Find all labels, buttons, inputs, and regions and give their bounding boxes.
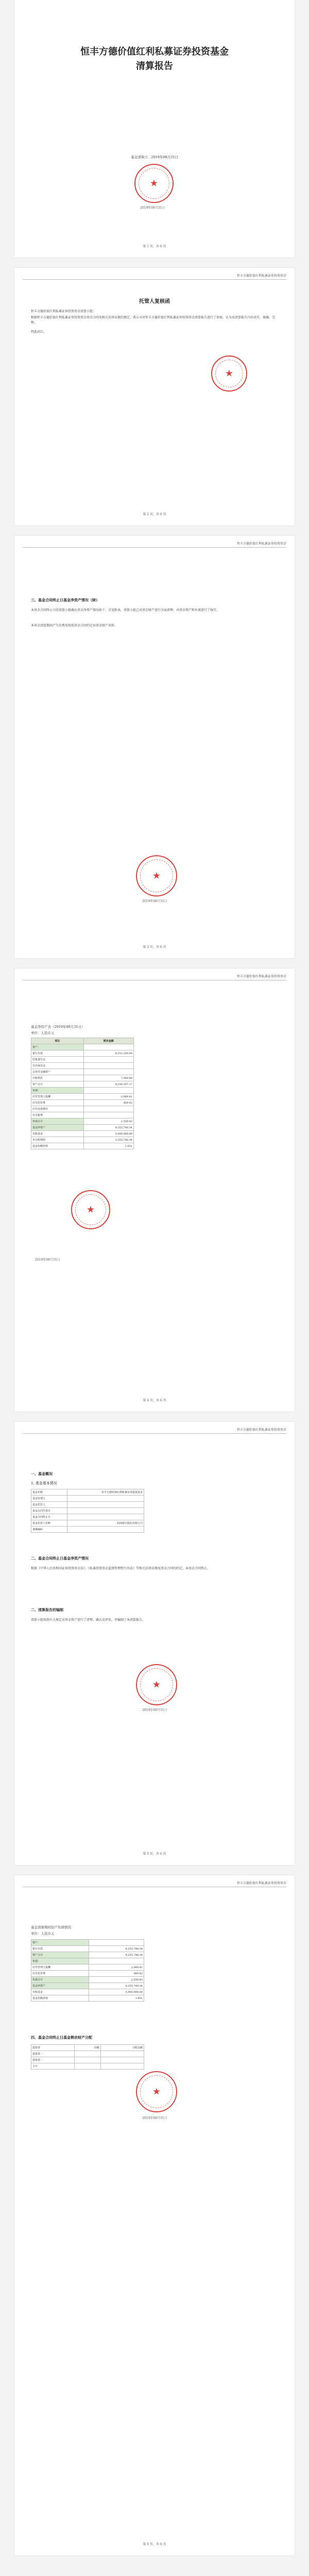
table-row <box>31 1971 144 1977</box>
cell-label: 实收基金 <box>31 1131 84 1137</box>
page-number: 第 1 页，共 6 页 <box>143 245 166 248</box>
cell-label: 备案编码 <box>31 1527 67 1533</box>
official-seal <box>71 1190 110 1229</box>
table-row <box>31 1977 144 1983</box>
page-number: 第 3 页，共 6 页 <box>143 945 166 949</box>
cell-value: 2,089.41 <box>89 1964 144 1971</box>
table-row <box>31 2045 144 2051</box>
table-row <box>31 1118 134 1125</box>
fund-info-table <box>31 1489 144 1533</box>
subsection-heading: 1. 基金基本情况 <box>31 1481 57 1485</box>
table-row <box>31 1075 134 1081</box>
cell-label: 基金净资产 <box>31 1983 89 1989</box>
official-seal <box>136 2071 177 2112</box>
cell-value <box>67 1527 144 1533</box>
table-row <box>31 1044 134 1050</box>
cell-label: 资产： <box>31 1940 89 1946</box>
paragraph-2: 本基金清算期间产生的费用按照基金合同约定由基金财产承担。 <box>31 624 118 628</box>
cell-value: 5,000,000.00 <box>83 1131 133 1137</box>
cell-value: 8,251,258.69 <box>83 1050 133 1057</box>
section-heading: 三、基金合同终止日基金净资产情况（续） <box>31 598 99 602</box>
cell-value: 8,255,748.34 <box>89 1983 144 1989</box>
table-caption: 基金清算期间资产负债情况 <box>31 1925 71 1929</box>
seal-star-icon: ★ <box>225 368 234 379</box>
cell-value: 5,000,000.00 <box>89 1989 144 1995</box>
doc-title-line1: 恒丰方德价值红利私募证券投资基金 <box>80 46 229 57</box>
cell-label: 交易性金融资产 <box>31 1069 84 1075</box>
table-row <box>31 2063 144 2070</box>
table-row <box>31 1983 144 1989</box>
header-org: 恒丰方德价值红利私募证券投资基金 <box>236 542 286 546</box>
cell-value: 1.651 <box>89 1995 144 2002</box>
paragraph-a: 根据《中华人民共和国证券投资基金法》、《私募投资基金监督管理暂行办法》等相关法律法规及基金合同的约定，本基金合同终止。 <box>31 1567 211 1570</box>
cell-label: 基金合同生效日 <box>31 1508 67 1514</box>
cell-value: 2,089.41 <box>83 1094 133 1100</box>
cell-value: 8,258,307.17 <box>83 1081 133 1088</box>
cell-label: 投资者一 <box>31 2051 75 2057</box>
table-row <box>31 1508 144 1514</box>
cell-value: 469.42 <box>83 1100 133 1106</box>
table-row <box>31 2051 144 2057</box>
seal-star-icon: ★ <box>149 178 159 189</box>
cell-label: 基金名称 <box>31 1489 67 1496</box>
table-row <box>31 1050 134 1057</box>
table-row <box>31 1946 144 1952</box>
cell-value <box>83 1044 133 1050</box>
cell-label: 存出保证金 <box>31 1063 84 1069</box>
cell-label: 合计 <box>31 2063 75 2070</box>
cell-label: 未分配利润 <box>31 1137 84 1143</box>
cell-value <box>67 1514 144 1520</box>
cell-label: 实收基金 <box>31 1989 89 1995</box>
col-header-item: 项目 <box>31 1038 84 1044</box>
cell-value: 469.42 <box>89 1971 144 1977</box>
page-4 <box>14 969 295 1412</box>
cell-label: 资产总计 <box>31 1081 84 1088</box>
cell-label: 应收利息 <box>31 1075 84 1081</box>
report-date: 基金清算日：2019年08月31日 <box>131 155 178 159</box>
cell-value <box>100 2063 144 2070</box>
table-row <box>31 1137 134 1143</box>
cell-label: 基金合同终止日 <box>31 1514 67 1520</box>
header-org: 恒丰方德价值红利私募证券投资基金 <box>236 274 286 278</box>
table-row <box>31 1527 144 1533</box>
cell-value: 7,048.48 <box>83 1075 133 1081</box>
table-header-row <box>31 1038 134 1044</box>
col-header-amount: 期末金额 <box>83 1038 133 1044</box>
table-row <box>31 1057 134 1063</box>
seal-star-icon: ★ <box>152 1679 161 1690</box>
section-1-heading: 一、基金概况 <box>31 1471 53 1476</box>
cell-label: 负债： <box>31 1958 89 1964</box>
page-number: 第 6 页，共 6 页 <box>143 2543 166 2546</box>
cell-value <box>75 2051 101 2057</box>
page-1 <box>14 0 295 258</box>
table-row <box>31 1094 134 1100</box>
cell-label: 应付托管费 <box>31 1100 84 1106</box>
cell-label: 投资者二 <box>31 2057 75 2063</box>
table-row <box>31 1088 134 1094</box>
cell-label: 资产： <box>31 1044 84 1050</box>
official-seal <box>136 855 177 896</box>
table-unit: 单位：人民币元 <box>31 1031 55 1035</box>
cell-value: 2,558.83 <box>83 1118 133 1125</box>
stamp-date: 2019年08月31日 <box>140 206 165 210</box>
cell-label: 应付管理人报酬 <box>31 1964 89 1971</box>
header-divider <box>23 547 286 548</box>
table-row <box>31 1940 144 1946</box>
table-row <box>31 1081 134 1088</box>
cell-value <box>83 1106 133 1112</box>
official-seal <box>211 355 247 392</box>
section-2-heading: 二、基金合同终止日基金净资产情况 <box>31 1556 89 1561</box>
table-row <box>31 1989 144 1995</box>
table-row <box>31 1958 144 1964</box>
cell-value: 份额 <box>75 2045 101 2051</box>
cell-label: 负债： <box>31 1088 84 1094</box>
cell-value: 8,255,748.34 <box>89 1952 144 1958</box>
cell-label: 应付托管费 <box>31 1971 89 1977</box>
doc-title-line2: 清算报告 <box>136 61 173 72</box>
cell-label: 负债合计 <box>31 1118 84 1125</box>
table-row <box>31 1131 134 1137</box>
table-row <box>31 1063 134 1069</box>
table-row <box>31 1106 134 1112</box>
cell-label: 基金净资产 <box>31 1125 84 1131</box>
official-seal <box>134 164 174 203</box>
paragraph-1: 恒丰方德价值红利私募证券投资基金清算小组： <box>31 310 96 313</box>
cell-label: 基金管理人 <box>31 1496 67 1502</box>
header-divider <box>23 279 286 280</box>
page-2 <box>14 268 295 526</box>
stamp-date: 2019年08月31日 <box>35 1258 60 1262</box>
cell-label: 银行存款 <box>31 1946 89 1952</box>
table-row <box>31 1143 134 1149</box>
cell-value <box>75 2063 101 2070</box>
cell-label: 投资者 <box>31 2045 75 2051</box>
header-org: 恒丰方德价值红利私募证券投资基金 <box>236 1882 286 1885</box>
cell-value <box>67 1496 144 1502</box>
cell-label: 应付其他费用 <box>31 1106 84 1112</box>
section-heading: 托管人复核函 <box>139 299 170 304</box>
liquidation-table <box>31 1939 144 2002</box>
table-row <box>31 1489 144 1496</box>
section-3-heading: 二、清算报告的编制 <box>31 1607 63 1612</box>
stamp-date: 2019年08月31日 <box>142 2116 167 2120</box>
cell-value: 3,255,748.34 <box>83 1137 133 1143</box>
net-asset-table <box>31 1038 134 1149</box>
header-divider <box>23 1433 286 1434</box>
cell-value <box>67 1502 144 1508</box>
cell-label: 基金份额净值 <box>31 1143 84 1149</box>
table-row <box>31 1520 144 1527</box>
seal-star-icon: ★ <box>152 2086 161 2097</box>
page-5 <box>14 1422 295 1865</box>
cell-value <box>100 2057 144 2063</box>
table-row <box>31 1514 144 1520</box>
page-number: 第 4 页，共 6 页 <box>143 1399 166 1402</box>
seal-star-icon: ★ <box>152 870 161 882</box>
cell-label: 基金份额净值 <box>31 1995 89 2002</box>
cell-label: 应交税费 <box>31 1112 84 1118</box>
cell-value <box>83 1057 133 1063</box>
table-unit: 单位：人民币元 <box>31 1931 55 1936</box>
table-row <box>31 1069 134 1075</box>
cell-label: 基金托管人 <box>31 1502 67 1508</box>
cell-label: 基金托管人名称 <box>31 1520 67 1527</box>
table-row <box>31 1964 144 1971</box>
table-caption: 基金净资产表（2019年08月31日） <box>31 1025 85 1029</box>
cell-value <box>75 2057 101 2063</box>
cell-value <box>83 1063 133 1069</box>
distribution-table <box>31 2044 144 2070</box>
cell-value <box>83 1112 133 1118</box>
table-row <box>31 1952 144 1958</box>
cell-value: 恒丰方德价值红利私募证券投资基金 <box>67 1489 144 1496</box>
page-3 <box>14 536 295 958</box>
header-org: 恒丰方德价值红利私募证券投资基金 <box>236 1428 286 1432</box>
cell-value: 1.651 <box>83 1143 133 1149</box>
seal-star-icon: ★ <box>86 1204 95 1215</box>
table-row <box>31 1100 134 1106</box>
cell-value <box>83 1088 133 1094</box>
table-row <box>31 1502 144 1508</box>
cell-value <box>89 1958 144 1964</box>
cell-value <box>89 1940 144 1946</box>
cell-value: 2,558.83 <box>89 1977 144 1983</box>
cell-value: 8,255,748.34 <box>83 1125 133 1131</box>
paragraph-2: 根据恒丰方德价值红利私募证券投资基金基金合同及相关法律法规的规定，我公司对恒丰方德价值红利私募证券投资基金清算报告进行了复核，认为该清算报告内容真实、准确、完整。 <box>31 316 276 325</box>
table-row <box>31 1112 134 1118</box>
table-row <box>31 1995 144 2002</box>
stamp-date: 2019年08月31日 <box>142 900 167 903</box>
paragraph-3: 特此函告。 <box>31 330 47 334</box>
paragraph-1: 本基金合同终止日经清算小组确认基金净资产情况如下，详见附表，清算小组已对基金财产进行全面清理，对基金资产和负债进行了核实。 <box>31 608 220 612</box>
page-number: 第 2 页，共 6 页 <box>143 513 166 516</box>
cell-value <box>100 2051 144 2057</box>
table-row <box>31 1125 134 1131</box>
cell-label: 结算备付金 <box>31 1057 84 1063</box>
distribution-heading: 四、基金合同终止日基金剩余财产分配 <box>31 2035 92 2040</box>
cell-label: 应付管理人报酬 <box>31 1094 84 1100</box>
official-seal <box>136 1664 177 1705</box>
cell-value: 8,255,748.34 <box>89 1946 144 1952</box>
cell-value <box>83 1069 133 1075</box>
cell-label: 资产合计 <box>31 1952 89 1958</box>
cell-value: 招商银行股份有限公司 <box>67 1520 144 1527</box>
table-row <box>31 1496 144 1502</box>
paragraph-b: 清算小组按照有关规定对基金资产进行了清理、确认及评估，并编制了本清算报告。 <box>31 1618 146 1622</box>
cell-label: 银行存款 <box>31 1050 84 1057</box>
cell-label: 负债合计 <box>31 1977 89 1983</box>
page-6 <box>14 1875 295 2555</box>
table-row <box>31 2057 144 2063</box>
cell-value: 分配金额 <box>100 2045 144 2051</box>
header-org: 恒丰方德价值红利私募证券投资基金 <box>236 975 286 978</box>
page-number: 第 5 页，共 6 页 <box>143 1852 166 1856</box>
cell-value <box>67 1508 144 1514</box>
stamp-date: 2019年08月31日 <box>142 1708 167 1712</box>
